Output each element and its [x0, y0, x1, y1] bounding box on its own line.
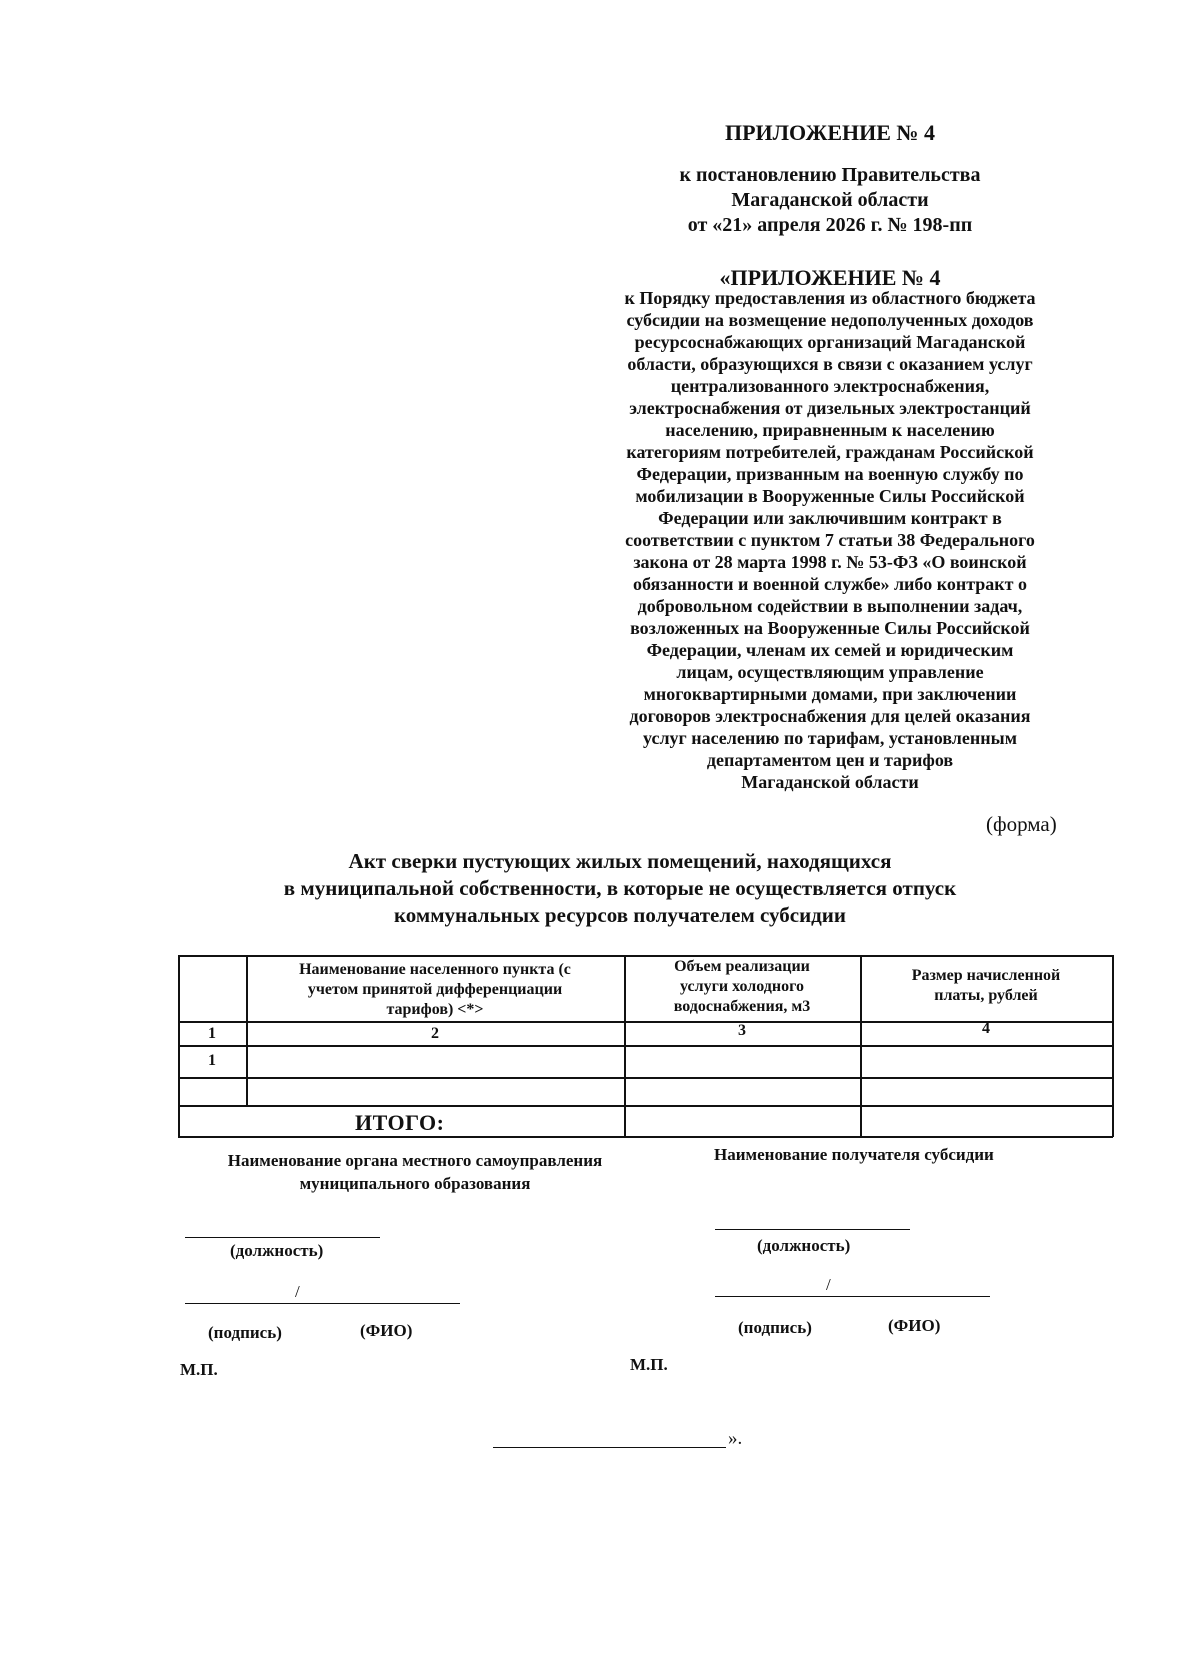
header-line: Объем реализации [674, 958, 810, 975]
resolution-line: Магаданской области [731, 189, 929, 211]
table-border-bottom [178, 1136, 1113, 1138]
left-signature-line [185, 1303, 460, 1304]
order-line: услуг населению по тарифам, установленным [643, 728, 1017, 748]
right-signature-caption: (подпись) [738, 1318, 812, 1337]
right-signature-line [715, 1296, 990, 1297]
right-position-line [715, 1229, 910, 1230]
header-line: платы, рублей [934, 987, 1038, 1004]
order-line: области, образующихся в связи с оказанием услуг [627, 354, 1033, 374]
order-line: Федерации, призванным на военную службу по [636, 464, 1024, 484]
header-settlement-name [250, 960, 620, 1020]
resolution-reference [620, 163, 1040, 238]
closing-quote: ». [728, 1428, 743, 1449]
order-line: возложенных на Вооруженные Силы Российской [630, 618, 1030, 638]
resolution-line: от «21» апреля 2026 г. № 198-пп [687, 214, 973, 236]
order-line: обязанности и военной службе» либо контракт о [633, 574, 1027, 594]
left-signature-separator: / [295, 1282, 300, 1301]
order-line: Федерации или заключившим контракт в [658, 508, 1002, 528]
header-line: тарифов) <*> [386, 1001, 484, 1018]
order-appendix-title: «ПРИЛОЖЕНИЕ № 4 [719, 265, 941, 290]
form-note: (форма) [986, 812, 1057, 836]
table-column-rule [624, 955, 626, 1137]
column-number-1: 1 [208, 1025, 216, 1042]
left-org-line: муниципального образования [299, 1174, 531, 1193]
left-fio-caption: (ФИО) [360, 1321, 413, 1340]
act-title-line: коммунальных ресурсов получателем субсидии [393, 903, 847, 927]
header-line: Наименование населенного пункта (с [299, 961, 571, 978]
order-line: закона от 28 марта 1998 г. № 53-ФЗ «О воинской [633, 552, 1027, 572]
order-line: Федерации, членам их семей и юридическим [646, 640, 1014, 660]
header-line: учетом принятой дифференциации [307, 981, 563, 998]
order-line: мобилизации в Вооруженные Силы Российской [635, 486, 1025, 506]
order-line: департаментом цен и тарифов [706, 750, 954, 770]
right-org-name [714, 1143, 994, 1166]
order-line: ресурсоснабжающих организаций Магаданской [634, 332, 1026, 352]
left-org-name [180, 1149, 650, 1195]
appendix-title: ПРИЛОЖЕНИЕ № 4 [724, 120, 936, 145]
right-stamp: М.П. [630, 1355, 668, 1374]
right-fio-caption: (ФИО) [888, 1316, 941, 1335]
table-rule [178, 1045, 1113, 1047]
left-position-line [185, 1237, 380, 1238]
closing-line [493, 1447, 726, 1448]
table-border-left [178, 955, 180, 1137]
order-line: добровольном содействии в выполнении задач, [637, 596, 1023, 616]
table-border-right [1112, 955, 1114, 1137]
column-number-2: 2 [431, 1025, 439, 1042]
header-water-volume [628, 957, 856, 1017]
table-rule [178, 1077, 1113, 1079]
left-signature-caption: (подпись) [208, 1323, 282, 1342]
order-line: соответствии с пунктом 7 статьи 38 Федерального [625, 530, 1035, 550]
order-line: к Порядку предоставления из областного бюджета [624, 288, 1036, 308]
resolution-line: к постановлению Правительства [679, 164, 981, 186]
act-title-line: в муниципальной собственности, в которые не осуществляется отпуск [283, 876, 957, 900]
header-line: услуги холодного [680, 978, 804, 995]
header-line: водоснабжения, м3 [673, 998, 811, 1015]
order-line: населению, приравненным к населению [665, 420, 995, 440]
order-line: Магаданской области [741, 772, 919, 792]
left-stamp: М.П. [180, 1360, 218, 1379]
total-label: ИТОГО: [355, 1110, 445, 1135]
order-line: многоквартирными домами, при заключении [643, 684, 1017, 704]
right-position-caption: (должность) [757, 1236, 851, 1255]
table-rule [178, 1105, 1113, 1107]
table-column-rule [860, 955, 862, 1137]
order-line: договоров электроснабжения для целей оказания [629, 706, 1031, 726]
order-line: субсидии на возмещение недополученных доходов [626, 310, 1034, 330]
act-title [170, 848, 1070, 929]
left-position-caption: (должность) [230, 1241, 324, 1260]
right-org-line: Наименование получателя субсидии [714, 1145, 994, 1164]
order-line: централизованного электроснабжения, [670, 376, 990, 396]
header-charge-amount [864, 966, 1108, 1006]
order-line: электроснабжения от дизельных электростанций [629, 398, 1031, 418]
table-column-rule [246, 955, 248, 1106]
header-line: Размер начисленной [911, 967, 1061, 984]
order-appendix-text [560, 287, 1100, 793]
row-number: 1 [208, 1052, 216, 1069]
column-number-4: 4 [982, 1020, 990, 1037]
column-number-3: 3 [738, 1022, 746, 1039]
order-line: категориям потребителей, гражданам Российской [626, 442, 1034, 462]
act-title-line: Акт сверки пустующих жилых помещений, находящихся [348, 849, 892, 873]
order-line: лицам, осуществляющим управление [676, 662, 984, 682]
right-signature-separator: / [826, 1275, 831, 1294]
left-org-line: Наименование органа местного самоуправления [227, 1151, 603, 1170]
